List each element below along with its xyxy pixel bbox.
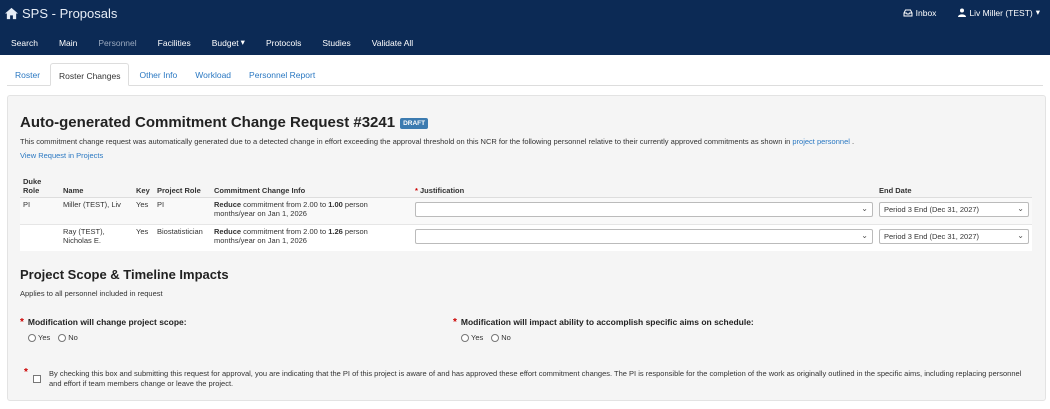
inbox-link[interactable] [903,7,937,18]
caret-down-icon: ▾ [1035,7,1040,17]
aims-yes-radio[interactable] [461,333,483,342]
cell-key: Yes [133,224,154,251]
radio-circle [28,334,36,342]
tab-personnel-report[interactable]: Personnel Report [249,70,316,80]
personnel-tabs [7,63,1043,86]
chevron-down-icon: ⌄ [861,203,868,213]
inbox-icon [903,9,913,17]
cell-name: Ray (TEST), Nicholas E. [60,224,133,251]
commitment-change-table [20,173,1032,251]
nav-protocols[interactable]: Protocols [265,37,302,48]
change-text: commitment from 2.00 to [241,199,329,209]
change-value: 1.00 [328,199,343,209]
radio-circle [461,334,469,342]
col-end-date: End Date [876,173,1032,197]
nav-budget[interactable] [201,37,245,48]
cell-end-date [876,197,1032,224]
app-title: SPS - Proposals [22,6,118,21]
radio-label: No [68,333,78,342]
cell-justification [412,224,876,251]
col-duke-role: Duke Role [20,173,60,197]
user-icon [958,8,966,17]
col-change-info: Commitment Change Info [211,173,412,197]
radio-circle [58,334,66,342]
cell-key: Yes [133,197,154,224]
scope-yes-radio[interactable] [28,333,50,342]
aims-question [453,317,754,328]
chevron-down-icon: ⌄ [1017,230,1024,240]
scope-subtitle: Applies to all personnel included in request [20,289,163,298]
end-date-value: Period 3 End (Dec 31, 2027) [884,204,980,214]
chevron-down-icon: ⌄ [1017,203,1024,213]
nav-main[interactable]: Main [58,37,78,48]
radio-label: No [501,333,511,342]
description-text: This commitment change request was automatically generated due to a detected change in effort exceeding the approval threshold on this NCR for the following personnel relative to their currently approved commitments as shown in [20,137,791,146]
scope-question-label: Modification will change project scope: [27,317,187,327]
home-icon [4,7,19,20]
scope-radio-group [28,333,78,342]
scope-title: Project Scope & Timeline Impacts [20,267,229,282]
scope-no-radio[interactable] [58,333,78,342]
nav-budget-label: Budget [211,37,239,48]
cell-change-info [211,197,412,224]
page-title [20,114,428,131]
radio-circle [491,334,499,342]
change-request-panel [7,95,1046,401]
view-request-link[interactable]: View Request in Projects [20,151,104,160]
description-end: . [852,137,855,146]
aims-no-radio[interactable] [491,333,511,342]
inbox-label: Inbox [915,7,937,18]
end-date-select[interactable] [879,229,1029,244]
user-name: Liv Miller (TEST) [969,7,1033,18]
app-brand[interactable] [4,6,117,21]
pi-approval-text: By checking this box and submitting this request for approval, you are indicating that the PI of this project is aware of and has approved these effort commitment changes. The PI is responsible for the completion of the work as originally outlined in the specific aims, including replacing personnel and effort if team members change or leave the project. [49,369,1022,388]
nav-personnel[interactable]: Personnel [98,37,137,48]
tab-roster-changes[interactable]: Roster Changes [50,63,129,86]
tab-workload[interactable]: Workload [195,70,232,80]
required-mark: * [415,185,418,195]
nav-facilities[interactable]: Facilities [157,37,191,48]
cell-duke-role [20,224,60,251]
required-mark: * [453,317,457,328]
caret-down-icon: ▾ [240,37,245,47]
main-nav [0,37,423,48]
col-project-role: Project Role [154,173,211,197]
col-key: Key [133,173,154,197]
required-mark: * [24,367,28,378]
change-value: 1.26 [328,226,343,236]
tab-other-info[interactable]: Other Info [139,70,178,80]
user-menu[interactable] [958,7,1040,18]
radio-label: Yes [38,333,51,342]
nav-studies[interactable]: Studies [322,37,351,48]
radio-label: Yes [471,333,484,342]
cell-change-info [211,224,412,251]
tab-roster[interactable]: Roster [15,70,41,80]
justification-select[interactable] [415,229,873,244]
end-date-value: Period 3 End (Dec 31, 2027) [884,231,980,241]
change-text: commitment from 2.00 to [241,226,329,236]
cell-name: Miller (TEST), Liv [60,197,133,224]
table-row [20,197,1032,224]
nav-search[interactable]: Search [11,37,38,48]
table-header-row [20,173,1032,197]
end-date-select[interactable] [879,202,1029,217]
project-personnel-link[interactable]: project personnel [792,137,850,146]
scope-question [20,317,187,328]
cell-justification [412,197,876,224]
aims-question-label: Modification will impact ability to accomplish specific aims on schedule: [460,317,754,327]
change-text-end: person months/year on Jan 1, 2026 [214,199,368,218]
nav-validate-all[interactable]: Validate All [371,37,414,48]
chevron-down-icon: ⌄ [861,230,868,240]
table-row [20,224,1032,251]
justification-select[interactable] [415,202,873,217]
request-title: Auto-generated Commitment Change Request #3241 [20,114,396,131]
app-header [0,0,1050,55]
col-justification [412,173,876,197]
change-action: Reduce [214,199,242,209]
cell-end-date [876,224,1032,251]
request-description [20,137,854,146]
col-name: Name [60,173,133,197]
cell-project-role: PI [154,197,211,224]
change-text-end: person months/year on Jan 1, 2026 [214,226,368,245]
aims-radio-group [461,333,511,342]
required-mark: * [20,317,24,328]
cell-duke-role: PI [20,197,60,224]
change-action: Reduce [214,226,242,236]
col-justification-label: Justification [420,185,465,195]
status-badge: DRAFT [400,118,428,129]
pi-approval-checkbox[interactable] [33,375,41,383]
cell-project-role: Biostatistician [154,224,211,251]
